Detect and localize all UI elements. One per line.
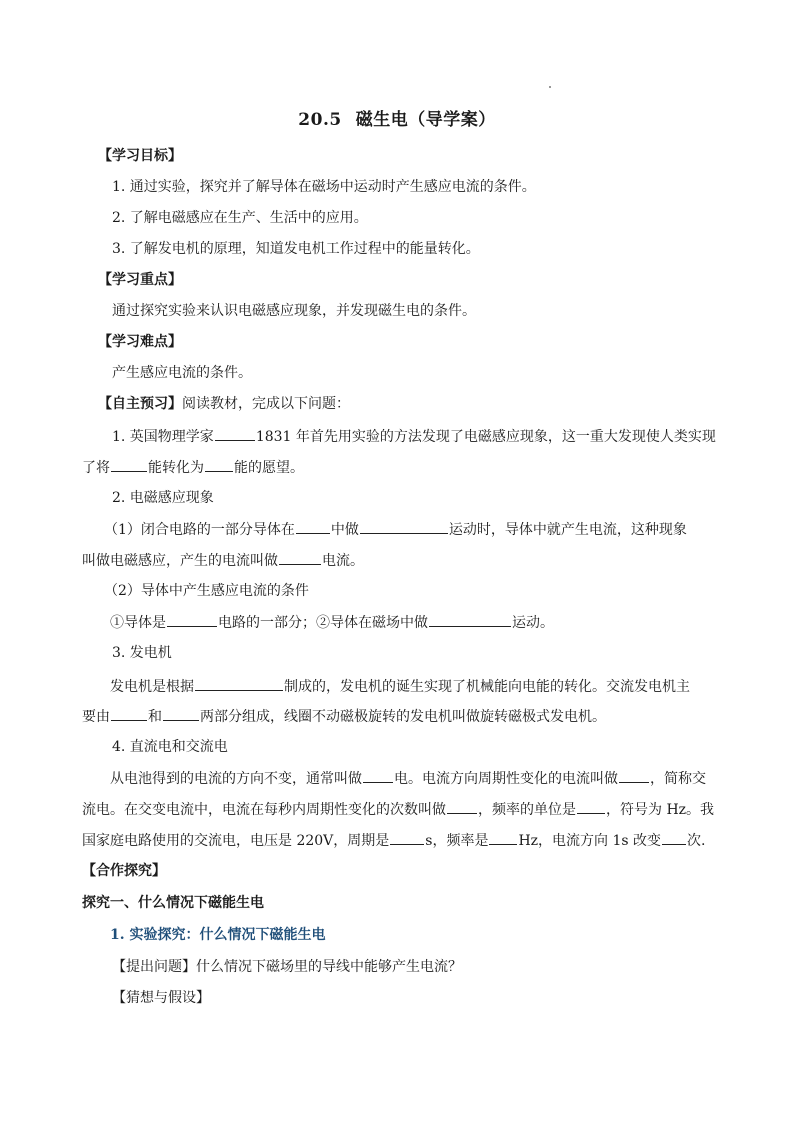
answer-blank[interactable] [195,676,283,691]
q2-text: 运动时，导体中就产生电流，这种现象 [448,522,687,538]
question-3-line-2 [82,706,606,727]
q2-text: 运动。 [512,615,554,631]
question-2-title: 2. 电磁感应现象 [112,490,214,506]
answer-blank[interactable] [447,799,477,814]
q3-text: 要由 [82,709,110,725]
experiment-subheading: 1. 实验探究：什么情况下磁能生电 [110,927,326,943]
answer-blank[interactable] [619,768,649,783]
answer-blank[interactable] [363,768,393,783]
q3-text: 发电机是根据 [110,679,194,695]
question-1-line-2 [82,457,304,478]
question-text: 什么情况下磁场里的导线中能够产生电流？ [196,959,462,975]
question-4-title: 4. 直流电和交流电 [112,739,228,755]
answer-blank[interactable] [577,799,605,814]
question-4-line-2 [82,799,714,820]
q4-text: Hz，电流方向 1s 改变 [518,833,662,849]
q2-text: 叫做电磁感应，产生的电流叫做 [82,553,278,569]
question-label: 【提出问题】 [112,959,196,975]
answer-blank[interactable] [360,519,448,534]
inquiry-section-title: 探究一、什么情况下磁能生电 [82,895,264,911]
q1-text: 能转化为 [148,460,204,476]
answer-blank[interactable] [163,706,199,721]
q2-text: 电路的一部分；②导体在磁场中做 [218,615,428,631]
question-2-1-line-2 [82,550,364,571]
key-points-heading: 【学习重点】 [98,272,182,288]
answer-blank[interactable] [111,706,147,721]
answer-blank[interactable] [279,550,321,565]
question-3-title: 3. 发电机 [112,645,172,661]
cooperation-heading: 【合作探究】 [82,863,166,879]
q4-text: 从电池得到的电流的方向不变，通常叫做 [110,771,362,787]
answer-blank[interactable] [167,612,217,627]
answer-blank[interactable] [111,457,147,472]
question-1-line-1 [112,426,716,447]
answer-blank[interactable] [489,830,517,845]
key-points-text: 通过探究实验来认识电磁感应现象，并发现磁生电的条件。 [112,303,476,319]
objective-item: 2. 了解电磁感应在生产、生活中的应用。 [112,210,368,226]
preview-intro: 阅读教材，完成以下问题： [182,396,350,412]
q4-text: ，频率的单位是 [478,802,576,818]
hypothesis-heading: 【猜想与假设】 [112,990,210,1006]
question-prompt [112,957,462,977]
q2-text: （1）闭合电路的一部分导体在 [104,522,295,538]
question-2-1-line-1 [104,519,687,540]
q4-text: ，符号为 Hz。我 [606,802,715,818]
q1-text: 能的愿望。 [234,460,304,476]
q4-text: 国家庭电路使用的交流电，电压是 220V，周期是 [82,833,390,849]
answer-blank[interactable] [215,426,255,441]
q4-text: 流电。在交变电流中，电流在每秒内周期性变化的次数叫做 [82,802,446,818]
answer-blank[interactable] [662,830,686,845]
q1-text: 了将 [82,460,110,476]
page-title [0,105,794,130]
q1-text: 1831 年首先用实验的方法发现了电磁感应现象，这一重大发现使人类实现 [255,429,716,445]
question-2-3 [110,612,554,633]
q4-text: ，简称交 [650,771,706,787]
scan-mark [549,86,551,88]
preview-heading-line [98,394,350,414]
answer-blank[interactable] [429,612,511,627]
answer-blank[interactable] [296,519,330,534]
title-text: 磁生电（导学案） [355,110,496,130]
question-4-line-1 [110,768,706,789]
q4-text: s，频率是 [425,833,489,849]
q3-text: 和 [148,709,162,725]
objective-item: 3. 了解发电机的原理，知道发电机工作过程中的能量转化。 [112,241,480,257]
answer-blank[interactable] [390,830,424,845]
q4-text: 次. [687,833,706,849]
question-4-line-3 [82,830,706,851]
question-2-2: （2）导体中产生感应电流的条件 [104,583,309,599]
preview-heading: 【自主预习】 [98,396,182,412]
q2-text: 中做 [330,522,359,538]
difficulty-heading: 【学习难点】 [98,334,182,350]
section-number: 20.5 [298,110,342,130]
q2-text: ①导体是 [110,615,166,631]
q2-text: 电流。 [322,553,364,569]
q3-text: 制成的，发电机的诞生实现了机械能向电能的转化。交流发电机主 [284,679,690,695]
q1-text: 1. 英国物理学家 [112,429,214,445]
difficulty-text: 产生感应电流的条件。 [112,365,252,381]
question-3-line-1 [110,676,690,697]
q3-text: 两部分组成，线圈不动磁极旋转的发电机叫做旋转磁极式发电机。 [200,709,606,725]
q4-text: 电。电流方向周期性变化的电流叫做 [394,771,618,787]
objective-item: 1. 通过实验，探究并了解导体在磁场中运动时产生感应电流的条件。 [112,179,536,195]
answer-blank[interactable] [205,457,233,472]
objectives-heading: 【学习目标】 [98,148,182,164]
